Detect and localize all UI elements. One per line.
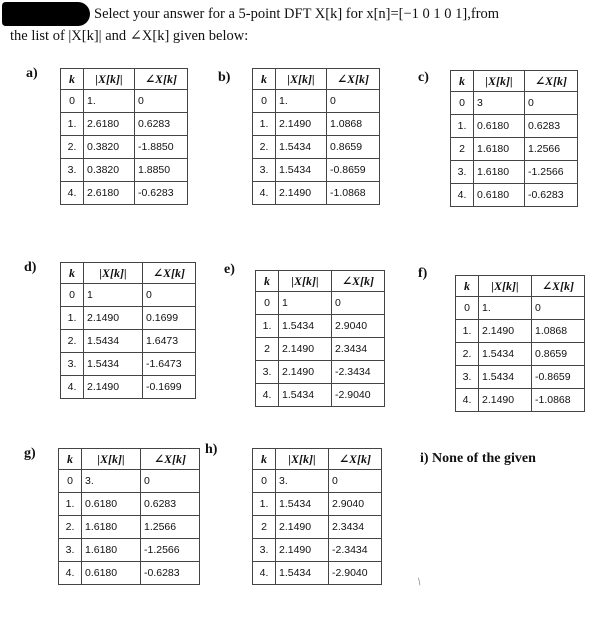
redaction-bar: [2, 2, 90, 26]
option-label-a[interactable]: a): [26, 66, 38, 81]
cell-k: 0: [456, 297, 479, 320]
option-label-d[interactable]: d): [24, 260, 37, 275]
table-row: [451, 138, 578, 161]
table-row: [59, 516, 200, 539]
header-k: k: [256, 271, 279, 292]
cell-k: 3.: [456, 366, 479, 389]
cell-phase: -1.6473: [143, 353, 196, 376]
table-row: [456, 297, 585, 320]
header-magnitude: |X[k]|: [479, 276, 532, 297]
cell-phase: 0: [141, 470, 200, 493]
header-k: k: [61, 69, 84, 90]
cell-k: 2: [451, 138, 474, 161]
cell-phase: -0.8659: [327, 159, 380, 182]
cell-phase: -1.2566: [525, 161, 578, 184]
table-row: [253, 90, 380, 113]
cell-magnitude: 1: [279, 292, 332, 315]
option-label-b[interactable]: b): [218, 70, 231, 85]
cell-k: 1.: [253, 493, 276, 516]
cell-k: 1.: [451, 115, 474, 138]
cell-k: 1.: [256, 315, 279, 338]
cell-phase: 2.3434: [332, 338, 385, 361]
table-row: [61, 90, 188, 113]
cell-k: 1.: [253, 113, 276, 136]
cell-phase: -1.0868: [327, 182, 380, 205]
cell-k: 4.: [451, 184, 474, 207]
table-row: [61, 159, 188, 182]
option-label-c[interactable]: c): [418, 70, 429, 85]
cell-magnitude: 1.5434: [479, 343, 532, 366]
cell-magnitude: 1.5434: [279, 384, 332, 407]
table-row: [256, 338, 385, 361]
cell-k: 2: [253, 516, 276, 539]
table-row: [456, 389, 585, 412]
table-row: [61, 330, 196, 353]
option-i-none-of-the-given[interactable]: i) None of the given: [420, 451, 536, 466]
cell-magnitude: 1.: [276, 90, 327, 113]
cell-k: 4.: [59, 562, 82, 585]
header-phase: ∠X[k]: [329, 449, 382, 470]
cell-k: 4.: [61, 182, 84, 205]
header-magnitude: |X[k]|: [279, 271, 332, 292]
cell-magnitude: 1.5434: [279, 315, 332, 338]
header-magnitude: |X[k]|: [84, 69, 135, 90]
cell-magnitude: 1: [84, 284, 143, 307]
table-row: [456, 366, 585, 389]
cell-k: 1.: [456, 320, 479, 343]
stray-pen-mark: /: [415, 576, 424, 588]
table-row: [451, 92, 578, 115]
cell-k: 0: [451, 92, 474, 115]
cell-magnitude: 2.1490: [276, 182, 327, 205]
cell-phase: -0.1699: [143, 376, 196, 399]
table-row: [253, 136, 380, 159]
cell-magnitude: 0.6180: [82, 493, 141, 516]
cell-phase: 0.8659: [327, 136, 380, 159]
table-row: [456, 320, 585, 343]
cell-k: 3.: [253, 539, 276, 562]
cell-magnitude: 1.5434: [84, 330, 143, 353]
cell-k: 0: [256, 292, 279, 315]
dft-table-h: [252, 448, 382, 585]
header-k: k: [59, 449, 82, 470]
cell-magnitude: 2.1490: [479, 389, 532, 412]
cell-magnitude: 3: [474, 92, 525, 115]
cell-k: 1.: [61, 113, 84, 136]
table-row: [59, 470, 200, 493]
dft-table-b: [252, 68, 380, 205]
cell-k: 0: [59, 470, 82, 493]
cell-k: 3.: [59, 539, 82, 562]
cell-magnitude: 2.6180: [84, 182, 135, 205]
cell-magnitude: 2.1490: [276, 516, 329, 539]
cell-magnitude: 1.6180: [474, 161, 525, 184]
cell-magnitude: 1.5434: [276, 493, 329, 516]
table-row: [456, 343, 585, 366]
cell-phase: -1.8850: [135, 136, 188, 159]
header-magnitude: |X[k]|: [474, 71, 525, 92]
table-row: [253, 516, 382, 539]
cell-phase: 0: [135, 90, 188, 113]
header-phase: ∠X[k]: [143, 263, 196, 284]
table-row: [256, 292, 385, 315]
cell-magnitude: 2.6180: [84, 113, 135, 136]
table-row: [253, 113, 380, 136]
cell-k: 0: [61, 284, 84, 307]
cell-k: 3.: [253, 159, 276, 182]
cell-phase: -0.6283: [135, 182, 188, 205]
cell-phase: -2.3434: [332, 361, 385, 384]
table-row: [451, 161, 578, 184]
header-k: k: [456, 276, 479, 297]
cell-magnitude: 0.3820: [84, 159, 135, 182]
cell-k: 2.: [61, 136, 84, 159]
table-row: [451, 115, 578, 138]
cell-phase: -0.6283: [525, 184, 578, 207]
cell-magnitude: 0.6180: [474, 184, 525, 207]
cell-phase: 2.3434: [329, 516, 382, 539]
option-label-h[interactable]: h): [205, 442, 218, 457]
option-label-g[interactable]: g): [24, 446, 36, 461]
header-phase: ∠X[k]: [525, 71, 578, 92]
table-row: [61, 113, 188, 136]
table-row: [253, 470, 382, 493]
cell-k: 1.: [59, 493, 82, 516]
cell-phase: 0.8659: [532, 343, 585, 366]
cell-magnitude: 2.1490: [479, 320, 532, 343]
cell-phase: 1.0868: [532, 320, 585, 343]
cell-phase: 2.9040: [329, 493, 382, 516]
table-row: [61, 182, 188, 205]
header-k: k: [451, 71, 474, 92]
cell-magnitude: 1.5434: [276, 159, 327, 182]
table-row: [256, 361, 385, 384]
cell-phase: -2.9040: [329, 562, 382, 585]
cell-magnitude: 1.6180: [82, 516, 141, 539]
question-line-2: the list of |X[k]| and ∠X[k] given below:: [10, 28, 249, 44]
cell-magnitude: 2.1490: [279, 361, 332, 384]
header-magnitude: |X[k]|: [276, 449, 329, 470]
cell-phase: -2.9040: [332, 384, 385, 407]
cell-magnitude: 1.6180: [474, 138, 525, 161]
cell-phase: -0.6283: [141, 562, 200, 585]
cell-k: 0: [253, 470, 276, 493]
cell-phase: 0: [525, 92, 578, 115]
cell-magnitude: 1.: [479, 297, 532, 320]
header-magnitude: |X[k]|: [82, 449, 141, 470]
cell-k: 0: [253, 90, 276, 113]
table-row: [253, 562, 382, 585]
dft-table-f: [455, 275, 585, 412]
dft-table-c: [450, 70, 578, 207]
cell-phase: -2.3434: [329, 539, 382, 562]
dft-table-a: [60, 68, 188, 205]
question-line-1: Select your answer for a 5-point DFT X[k] for x[n]=[−1 0 1 0 1],from: [94, 6, 500, 22]
cell-magnitude: 1.5434: [276, 562, 329, 585]
cell-k: 2.: [59, 516, 82, 539]
table-row: [256, 384, 385, 407]
table-row: [253, 539, 382, 562]
cell-magnitude: 3.: [82, 470, 141, 493]
dft-table-g: [58, 448, 200, 585]
table-row: [256, 315, 385, 338]
table-row: [59, 562, 200, 585]
dft-table-d: [60, 262, 196, 399]
cell-magnitude: 3.: [276, 470, 329, 493]
cell-magnitude: 2.1490: [276, 539, 329, 562]
header-phase: ∠X[k]: [135, 69, 188, 90]
cell-magnitude: 0.6180: [82, 562, 141, 585]
cell-magnitude: 2.1490: [84, 376, 143, 399]
header-phase: ∠X[k]: [141, 449, 200, 470]
cell-phase: 0.1699: [143, 307, 196, 330]
header-k: k: [253, 69, 276, 90]
table-row: [61, 353, 196, 376]
cell-phase: -0.8659: [532, 366, 585, 389]
cell-phase: 0: [143, 284, 196, 307]
cell-phase: -1.2566: [141, 539, 200, 562]
option-label-f[interactable]: f): [418, 266, 428, 281]
cell-phase: 0: [332, 292, 385, 315]
cell-phase: 0.6283: [141, 493, 200, 516]
cell-magnitude: 0.3820: [84, 136, 135, 159]
cell-magnitude: 1.: [84, 90, 135, 113]
table-row: [61, 284, 196, 307]
table-row: [253, 493, 382, 516]
cell-phase: 1.2566: [141, 516, 200, 539]
cell-magnitude: 1.6180: [82, 539, 141, 562]
cell-phase: 0: [329, 470, 382, 493]
cell-k: 4.: [61, 376, 84, 399]
option-label-e[interactable]: e): [224, 262, 235, 277]
cell-k: 2.: [456, 343, 479, 366]
header-phase: ∠X[k]: [332, 271, 385, 292]
cell-k: 4.: [256, 384, 279, 407]
header-phase: ∠X[k]: [532, 276, 585, 297]
cell-phase: 1.0868: [327, 113, 380, 136]
cell-magnitude: 2.1490: [279, 338, 332, 361]
header-magnitude: |X[k]|: [276, 69, 327, 90]
cell-magnitude: 1.5434: [84, 353, 143, 376]
dft-table-e: [255, 270, 385, 407]
table-row: [59, 539, 200, 562]
table-row: [253, 182, 380, 205]
table-row: [61, 307, 196, 330]
cell-k: 3.: [61, 159, 84, 182]
cell-phase: 0: [327, 90, 380, 113]
table-row: [253, 159, 380, 182]
cell-phase: -1.0868: [532, 389, 585, 412]
header-k: k: [61, 263, 84, 284]
cell-magnitude: 2.1490: [276, 113, 327, 136]
header-k: k: [253, 449, 276, 470]
cell-k: 3.: [451, 161, 474, 184]
table-row: [451, 184, 578, 207]
header-magnitude: |X[k]|: [84, 263, 143, 284]
cell-magnitude: 0.6180: [474, 115, 525, 138]
table-row: [59, 493, 200, 516]
cell-k: 4.: [456, 389, 479, 412]
cell-k: 4.: [253, 182, 276, 205]
cell-k: 2.: [61, 330, 84, 353]
cell-k: 3.: [61, 353, 84, 376]
cell-phase: 0.6283: [525, 115, 578, 138]
header-phase: ∠X[k]: [327, 69, 380, 90]
cell-magnitude: 1.5434: [479, 366, 532, 389]
cell-phase: 2.9040: [332, 315, 385, 338]
table-row: [61, 376, 196, 399]
cell-k: 3.: [256, 361, 279, 384]
cell-phase: 0.6283: [135, 113, 188, 136]
cell-k: 0: [61, 90, 84, 113]
cell-phase: 1.2566: [525, 138, 578, 161]
cell-k: 1.: [61, 307, 84, 330]
cell-k: 2.: [253, 136, 276, 159]
cell-magnitude: 1.5434: [276, 136, 327, 159]
cell-phase: 1.6473: [143, 330, 196, 353]
cell-phase: 0: [532, 297, 585, 320]
table-row: [61, 136, 188, 159]
cell-magnitude: 2.1490: [84, 307, 143, 330]
cell-k: 4.: [253, 562, 276, 585]
cell-phase: 1.8850: [135, 159, 188, 182]
cell-k: 2: [256, 338, 279, 361]
